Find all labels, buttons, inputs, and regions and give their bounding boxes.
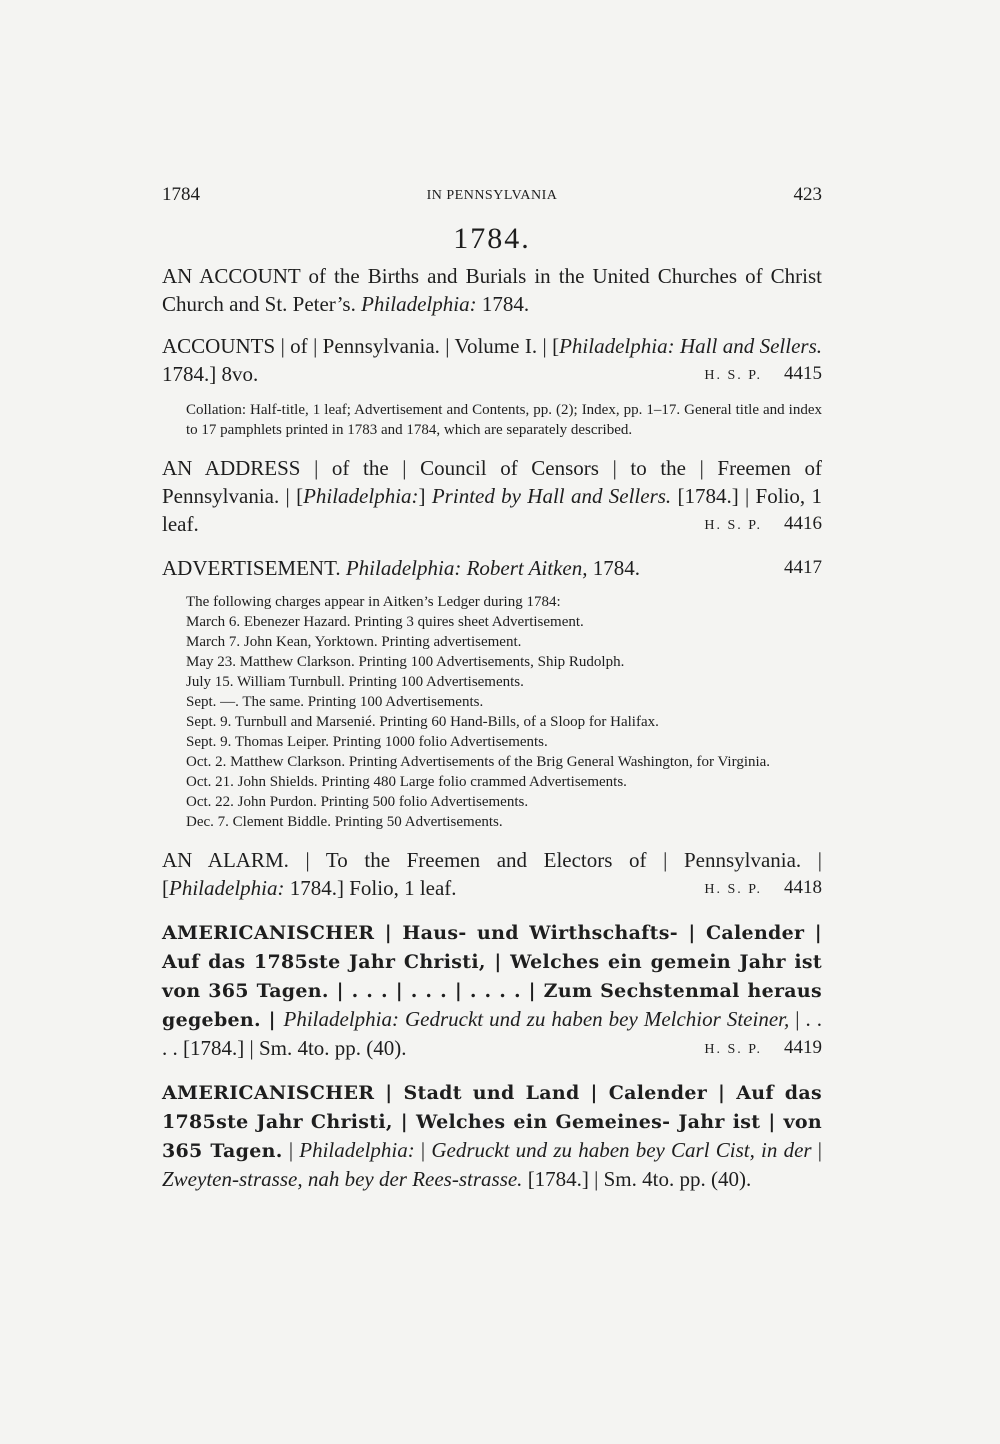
note-text: Collation: Half-title, 1 leaf; Advertisement and Contents, pp. (2); Index, pp. 1–17. General title and index to 17 pamphlets printed in 1783 and 1784, which are separately described. <box>186 402 822 438</box>
entry-text: 1784.] Folio, 1 leaf. <box>284 876 457 900</box>
entry-place: Philadelphia: <box>361 292 477 316</box>
ledger-item: March 7. John Kean, Yorktown. Printing advertisement. <box>186 634 522 650</box>
entry-location <box>704 1034 822 1064</box>
entry-place: Philadelphia: <box>299 1138 415 1162</box>
ledger-item: Sept. 9. Turnbull and Marsenié. Printing 60 Hand-Bills, of a Sloop for Halifax. <box>186 714 659 730</box>
entry-imprint: Gedruckt und zu haben bey Carl Cist, in der <box>431 1138 812 1162</box>
fraktur-title: AMERICANISCHER | Stadt und Land | Calender | Auf das 1785ste Jahr Christi, | Welches ein Gemeines- Jahr ist | von 365 Tagen. <box>162 1082 822 1162</box>
library-code: H. S. P. <box>704 1042 762 1057</box>
entry-place: Philadelphia: <box>345 556 462 580</box>
entry-text: | <box>414 1138 432 1162</box>
entry-location <box>784 554 822 582</box>
entry-place: Philadelphia: <box>303 484 419 508</box>
ledger-item: Oct. 22. John Purdon. Printing 500 folio Advertisements. <box>186 794 529 810</box>
entry-text: AN ALARM. | To the Freemen and Electors of | Pennsylvania. | [ <box>162 848 822 900</box>
ledger-item: Oct. 21. John Shields. Printing 480 Large folio crammed Advertisements. <box>186 774 627 790</box>
fraktur-title: AMERICANISCHER | Haus- und Wirthschafts- | Calender | Auf das 1785ste Jahr Christi, | Welches ein gemein Jahr ist von 365 Tagen. | . . . | . . . | . . . . | Zum Sechstenmal heraus gegeben. | <box>162 922 822 1031</box>
entry-number: 4418 <box>784 877 822 898</box>
entry-text: | . . . . [1784.] | Sm. 4to. pp. (40). <box>162 1007 822 1060</box>
ledger-item: Dec. 7. Clement Biddle. Printing 50 Advertisements. <box>186 814 503 830</box>
ledger-item: March 6. Ebenezer Hazard. Printing 3 quires sheet Advertisement. <box>186 614 584 630</box>
entry-number: 4416 <box>784 513 822 534</box>
entry-text: AN ADDRESS | of the | Council of Censors | to the | Freemen of Pennsylvania. | [ <box>162 456 822 508</box>
collation-note <box>162 400 822 440</box>
entry-account-births <box>162 262 822 318</box>
entry-text: 1784.] 8vo. <box>162 362 259 386</box>
entry-text: ] <box>418 484 432 508</box>
library-code: H. S. P. <box>704 882 762 897</box>
entry-text: [1784.] | Folio, 1 leaf. <box>162 484 822 536</box>
entry-printer: Printed by Hall and Sellers. <box>431 484 672 508</box>
entry-calender-cist <box>162 1078 822 1193</box>
entry-address-council <box>162 454 822 540</box>
entry-text: | <box>811 1138 822 1162</box>
entry-text: AN ACCOUNT of the Births and Burials in the United Churches of Christ Church and St. Peter’s. <box>162 264 822 316</box>
ledger-item: July 15. William Turnbull. Printing 100 Advertisements. <box>186 674 524 690</box>
entry-accounts-pennsylvania <box>162 332 822 390</box>
running-head <box>162 184 822 214</box>
page-number: 423 <box>793 184 822 205</box>
ledger-item: May 23. Matthew Clarkson. Printing 100 Advertisements, Ship Rudolph. <box>186 654 625 670</box>
entry-printer: Robert Aitken, <box>466 556 588 580</box>
entry-address: Zweyten-strasse, nah bey der Rees-strasse. <box>162 1167 523 1191</box>
entry-imprint: Philadelphia: Gedruckt und zu haben bey Melchior Steiner, <box>283 1007 790 1031</box>
entry-advertisement <box>162 554 822 582</box>
entry-text: [1784.] | Sm. 4to. pp. (40). <box>522 1167 752 1191</box>
header-title: IN PENNSYLVANIA <box>426 188 558 203</box>
entry-place: Philadelphia: <box>169 876 285 900</box>
year-heading: 1784. <box>453 222 531 255</box>
entry-imprint: Philadelphia: Hall and Sellers. <box>559 334 822 358</box>
ledger-note <box>162 592 822 832</box>
ledger-item: Sept. 9. Thomas Leiper. Printing 1000 folio Advertisements. <box>186 734 548 750</box>
entry-calender-steiner <box>162 918 822 1064</box>
entry-number: 4417 <box>784 557 822 578</box>
entry-location <box>704 510 822 540</box>
library-code: H. S. P. <box>704 518 762 533</box>
entry-text: | <box>282 1138 300 1162</box>
entry-text: ACCOUNTS | of | Pennsylvania. | Volume I. | [ <box>162 334 560 358</box>
entry-location <box>704 874 822 904</box>
entry-text: 1784. <box>587 556 640 580</box>
entry-text: 1784. <box>476 292 530 316</box>
entry-alarm <box>162 846 822 904</box>
entry-number: 4419 <box>784 1037 822 1058</box>
book-page <box>162 184 822 1193</box>
library-code: H. S. P. <box>704 368 762 383</box>
ledger-item: Sept. —. The same. Printing 100 Advertisements. <box>186 694 484 710</box>
note-intro: The following charges appear in Aitken’s Ledger during 1784: <box>186 594 561 610</box>
entry-text: ADVERTISEMENT. <box>162 556 346 580</box>
entry-number: 4415 <box>784 363 822 384</box>
entry-location <box>704 360 822 390</box>
header-year: 1784 <box>162 184 200 205</box>
ledger-item: Oct. 2. Matthew Clarkson. Printing Advertisements of the Brig General Washington, for Virginia. <box>186 754 771 770</box>
